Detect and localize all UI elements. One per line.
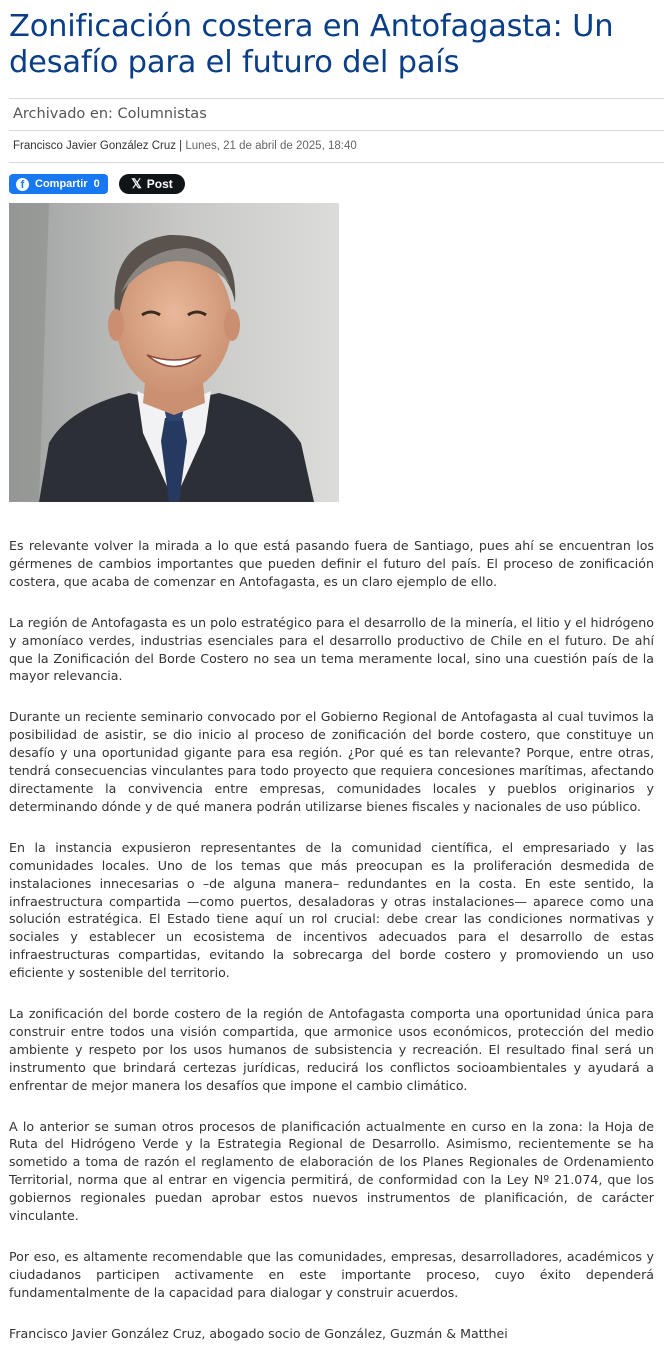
article-meta — [9, 131, 664, 163]
facebook-icon: f — [16, 178, 29, 191]
article-paragraph: La región de Antofagasta es un polo estratégico para el desarrollo de la minería, el litio y el hidrógeno y amoníaco verdes, industrias esenciales para el desarrollo productivo de Chile en el futuro. De ahí que la Zonificación del Borde Costero no sea un tema meramente local, sino una cuestión país de la mayor relevancia. — [9, 614, 654, 684]
meta-separator: | — [175, 140, 186, 152]
article-paragraph: En la instancia expusieron representantes de la comunidad científica, el empresariado y las comunidades locales. Uno de los temas que más preocupan es la proliferación desmedida de instalaciones innecesarias o –de alguna manera– redundantes en la costa. En este sentido, la infraestructura compartida —como puertos, desaladoras y otras instalaciones— aparece como una solución estratégica. El Estado tiene aquí un rol crucial: debe crear las condiciones normativas y sociales y establecer un ecosistema de incentivos adecuados para el desarrollo de estas infraestructuras compartidas, evitando la sobrecarga del borde costero y promoviendo un uso eficiente y sostenible del territorio. — [9, 839, 654, 981]
author-photo — [9, 203, 339, 502]
article-title: Zonificación costera en Antofagasta: Un desafío para el futuro del país — [9, 9, 614, 80]
archived-in[interactable]: Archivado en: Columnistas — [9, 98, 664, 131]
article-container — [9, 0, 664, 1366]
facebook-share-label: Compartir — [35, 178, 88, 190]
facebook-share-button[interactable] — [9, 174, 108, 194]
article-paragraph: Por eso, es altamente recomendable que las comunidades, empresas, desarrolladores, académicos y ciudadanos participen activamente en este importante proceso, cuyo éxito dependerá fundamentalmente de la capacidad para dialogar y construir acuerdos. — [9, 1249, 654, 1300]
x-post-label: Post — [146, 177, 173, 191]
author-name[interactable]: Francisco Javier González Cruz — [13, 140, 176, 152]
article-paragraph: Durante un reciente seminario convocado por el Gobierno Regional de Antofagasta al cual tuvimos la posibilidad de asistir, se dio inicio al proceso de zonificación del borde costero, que constituye un desafío y una oportunidad gigante para esa región. ¿Por qué es tan relevante? Porque, entre otras, tendrá consecuencias vinculantes para todo proyecto que requiera concesiones marítimas, afectando directamente la convivencia entre empresas, comunidades locales y pueblos originarios y determinando dónde y de qué manera podrán utilizarse bienes fiscales y nacionales de uso público. — [9, 709, 654, 814]
author-signature: Francisco Javier González Cruz, abogado socio de González, Guzmán & Matthei — [9, 1325, 508, 1341]
facebook-share-count: 0 — [93, 178, 100, 190]
article-paragraph: Es relevante volver la mirada a lo que está pasando fuera de Santiago, pues ahí se encuentran los gérmenes de cambios importantes que pueden definir el futuro del país. El proceso de zonificación costera, que acaba de comenzar en Antofagasta, es un claro ejemplo de ello. — [9, 538, 654, 589]
publish-date: Lunes, 21 de abril de 2025, 18:40 — [185, 140, 357, 152]
article-paragraph: La zonificación del borde costero de la región de Antofagasta comporta una oportunidad única para construir entre todos una visión compartida, que armonice usos económicos, protección del medio ambiente y respeto por los usos humanos de subsistencia y recreación. El resultado final será un instrumento que brindará certezas jurídicas, reducirá los conflictos socioambientales y ayudará a enfrentar de mejor manera los desafíos que impone el cambio climático. — [9, 1006, 654, 1093]
x-logo-icon: 𝕏 — [131, 176, 142, 191]
share-bar — [9, 174, 664, 194]
article-body — [9, 537, 654, 1343]
article-paragraph: A lo anterior se suman otros procesos de planificación actualmente en curso en la zona: la Hoja de Ruta del Hidrógeno Verde y la Estrategia Regional de Desarrollo. Asimismo, recientemente se ha sometido a toma de razón el reglamento de elaboración de los Planes Regionales de Ordenamiento Territorial, norma que al entrar en vigencia permitirá, de conformidad con la Ley Nº 21.074, que los gobiernos regionales puedan aprobar estos nuevos instrumentos de planificación, de carácter vinculante. — [9, 1118, 654, 1224]
x-post-button[interactable] — [119, 174, 185, 194]
